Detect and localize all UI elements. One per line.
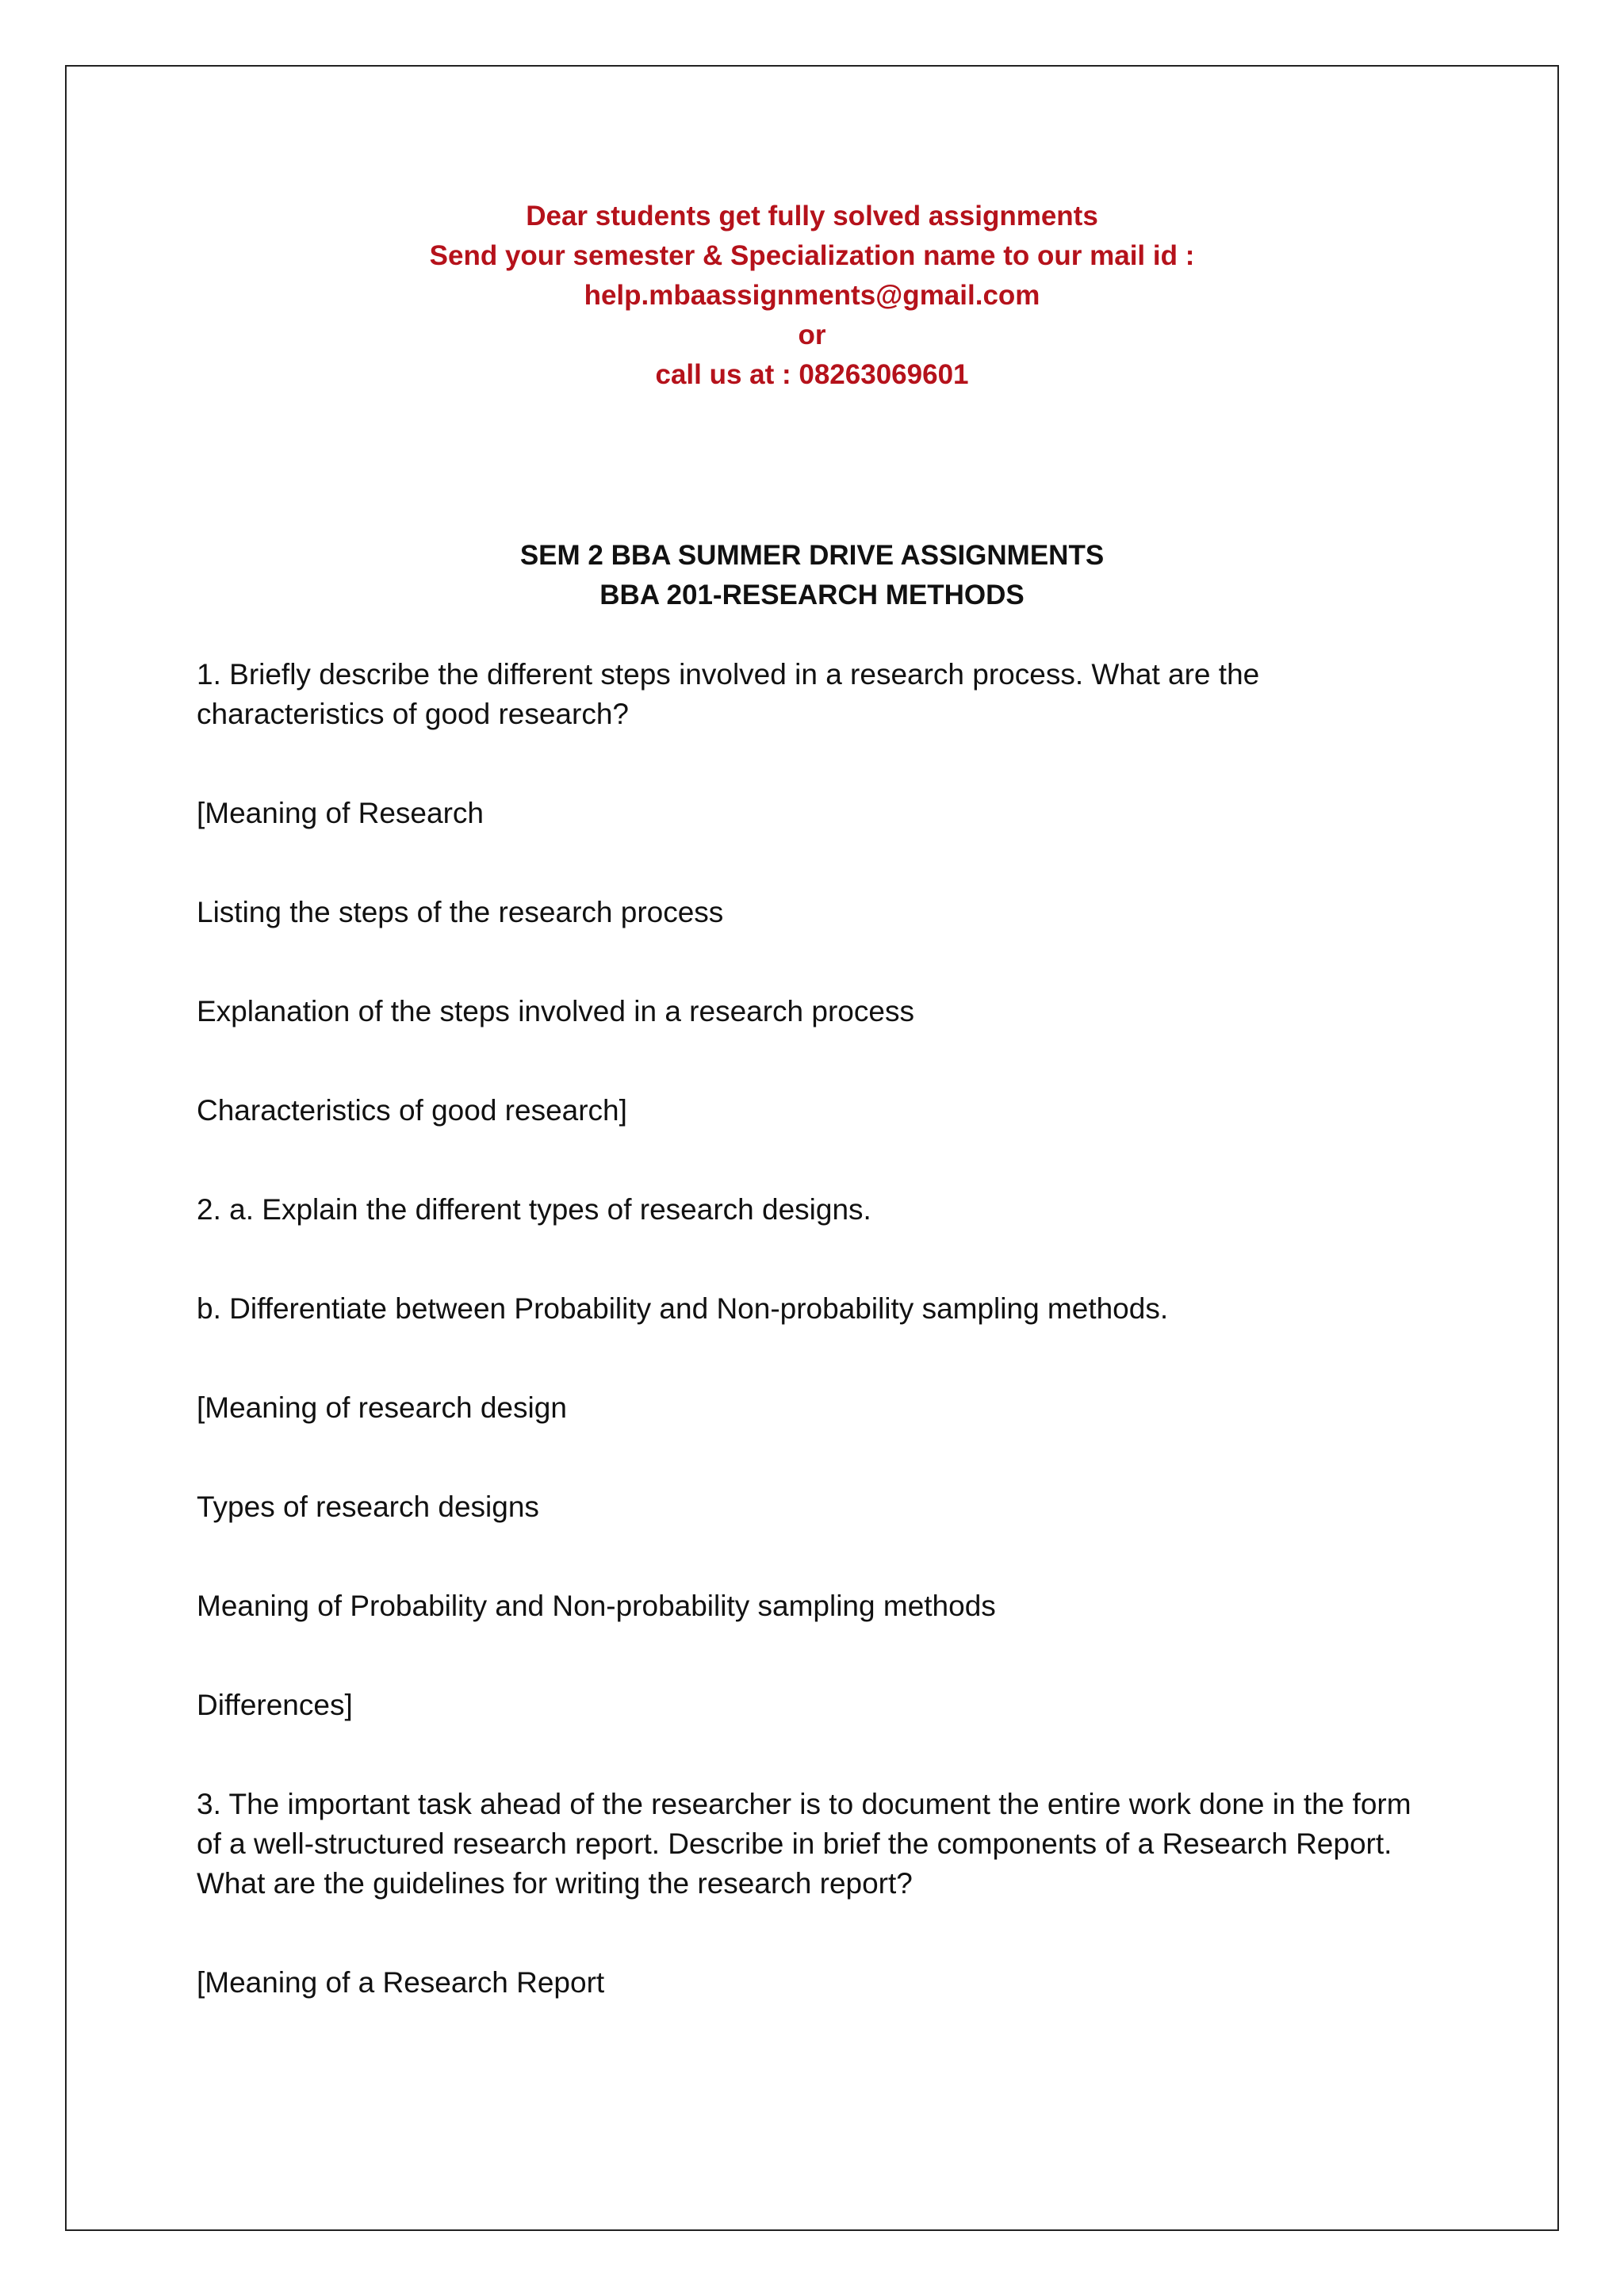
- question-2-point: Meaning of Probability and Non-probability sampling methods: [197, 1590, 996, 1622]
- question-1-point: Characteristics of good research]: [197, 1094, 627, 1127]
- promo-line-1: Dear students get fully solved assignments: [526, 201, 1098, 232]
- header-title: SEM 2 BBA SUMMER DRIVE ASSIGNMENTS: [519, 540, 1105, 571]
- promo-email: help.mbaassignments@gmail.com: [584, 280, 1040, 311]
- question-2-point: Differences]: [197, 1689, 353, 1721]
- question-3: 3. The important task ahead of the researcher is to document the entire work done in the form of a well-structured research report. Describe in brief the components of a Research Report. What are the guidelines for writing the research report?: [197, 1788, 1411, 1900]
- question-3-point: [Meaning of a Research Report: [197, 1966, 605, 1999]
- question-2-point: [Meaning of research design: [197, 1391, 567, 1424]
- promo-phone: call us at : 08263069601: [655, 359, 969, 390]
- question-2-point: Types of research designs: [197, 1490, 539, 1523]
- assignment-content: [197, 655, 1434, 2062]
- document-header: [0, 536, 1624, 615]
- question-1: 1. Briefly describe the different steps involved in a research process. What are the characteristics of good research?: [197, 658, 1260, 730]
- question-1-point: Explanation of the steps involved in a research process: [197, 995, 914, 1027]
- question-1-point: [Meaning of Research: [197, 797, 484, 829]
- question-2a: 2. a. Explain the different types of research designs.: [197, 1193, 871, 1226]
- header-subject: BBA 201-RESEARCH METHODS: [599, 580, 1025, 610]
- question-1-point: Listing the steps of the research process: [197, 896, 724, 928]
- question-2b: b. Differentiate between Probability and Non-probability sampling methods.: [197, 1292, 1169, 1325]
- promo-or: or: [798, 320, 826, 350]
- promo-block: [0, 197, 1624, 395]
- promo-line-2: Send your semester & Specialization name to our mail id :: [429, 240, 1195, 271]
